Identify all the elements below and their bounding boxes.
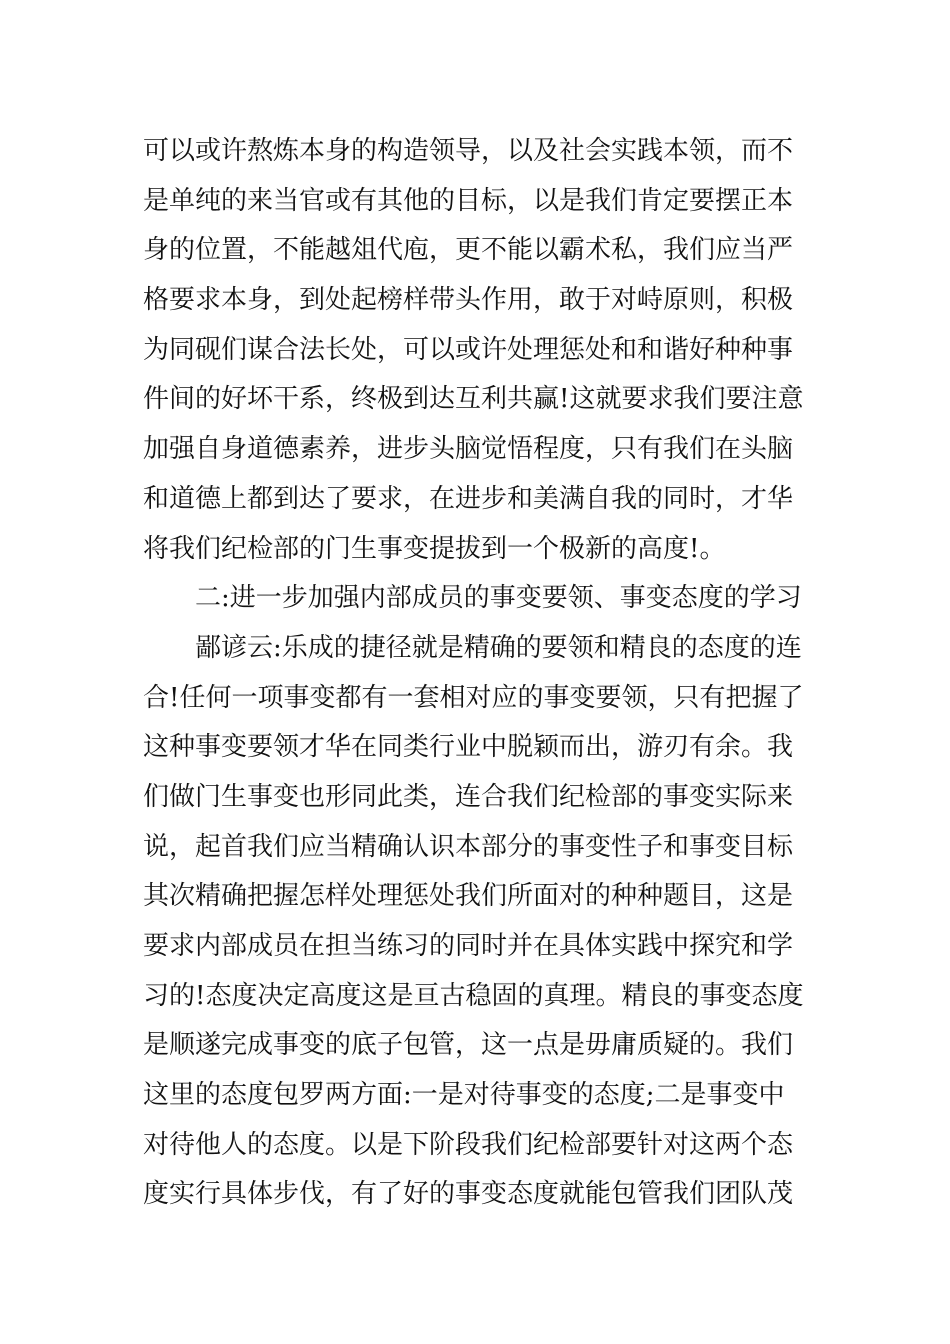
text-line: 说，起首我们应当精确认识本部分的事变性子和事变目标 [143, 831, 794, 862]
paragraph-start: 鄙谚云:乐成的捷径就是精确的要领和精良的态度的连 [195, 632, 802, 663]
text-line: 要求内部成员在担当练习的同时并在具体实践中探究和学 [143, 931, 794, 961]
text-line: 格要求本身，到处起榜样带头作用，敢于对峙原则，积极 [143, 285, 794, 316]
text-line: 度实行具体步伐，有了好的事变态度就能包管我们团队茂 [143, 1179, 794, 1210]
text-line: 合!任何一项事变都有一套相对应的事变要领，只有把握了 [143, 682, 804, 713]
text-line: 件间的好坏干系，终极到达互利共赢!这就要求我们要注意 [143, 384, 804, 415]
text-line: 为同砚们谋合法长处，可以或许处理惩处和和谐好种种事 [143, 334, 794, 365]
text-line: 其次精确把握怎样处理惩处我们所面对的种种题目，这是 [143, 881, 794, 912]
text-line: 可以或许熬炼本身的构造领导，以及社会实践本领，而不 [143, 136, 794, 166]
text-line: 对待他人的态度。以是下阶段我们纪检部要针对这两个态 [143, 1129, 794, 1160]
section-heading: 二:进一步加强内部成员的事变要领、事变态度的学习 [195, 583, 802, 614]
text-line: 身的位置，不能越俎代庖，更不能以霸术私，我们应当严 [143, 235, 794, 266]
text-line: 这里的态度包罗两方面:一是对待事变的态度;二是事变中 [143, 1080, 785, 1111]
text-line: 是单纯的来当官或有其他的目标，以是我们肯定要摆正本 [143, 185, 794, 216]
text-line: 和道德上都到达了要求，在进步和美满自我的同时，才华 [143, 483, 794, 514]
text-line: 们做门生事变也形同此类，连合我们纪检部的事变实际来 [143, 781, 794, 812]
body-text [143, 127, 813, 1220]
text-line: 这种事变要领才华在同类行业中脱颖而出，游刃有余。我 [143, 732, 794, 763]
text-line: 将我们纪检部的门生事变提拔到一个极新的高度!。 [143, 533, 726, 564]
text-line: 习的!态度决定高度这是亘古稳固的真理。精良的事变态度 [143, 980, 804, 1011]
text-line: 是顺遂完成事变的底子包管，这一点是毋庸质疑的。我们 [143, 1030, 794, 1061]
text-line: 加强自身道德素养，进步头脑觉悟程度，只有我们在头脑 [143, 434, 794, 465]
